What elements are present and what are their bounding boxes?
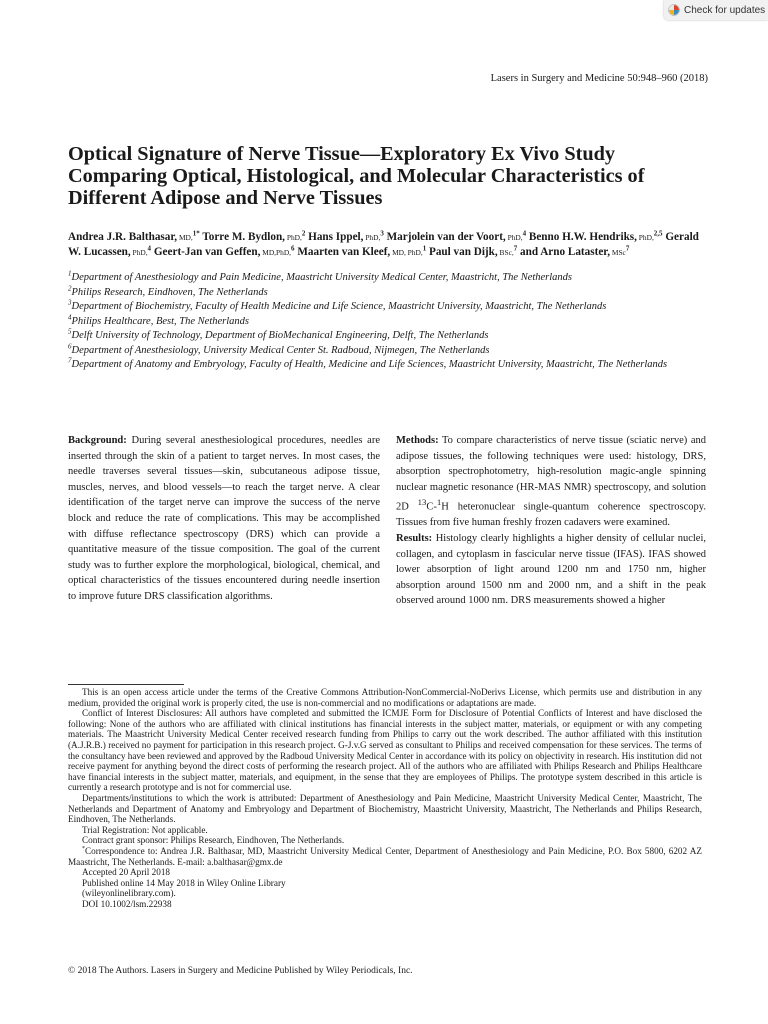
author-entry [529, 231, 663, 243]
correspondence-text: Correspondence to: Andrea J.R. Balthasar, MD, Maastricht University Medical Center, Department of Anesthesiology and Pain Medicine, P.O. Box 5800, 6202 AZ Maastricht, The Netherlands. E-mail: a.balthasar@gmx.de [68, 845, 702, 867]
footnote-license: This is an open access article under the terms of the Creative Commons Attribution-NonCommercial-NoDerivs License, which permits use and distribution in any medium, provided the original work is properly cited, the use is non-commercial and no modifications or adaptations are made. [68, 687, 702, 708]
author-name: Marjolein van der Voort, [386, 231, 506, 243]
footnote-library: (wileyonlinelibrary.com). [82, 888, 176, 899]
abstract-left-column [68, 433, 380, 605]
author-entry [387, 231, 526, 243]
methods-text-c: H heteronuclear single-quantum coherence spectroscopy. Tissues from five human freshly frozen cadavers were examined. [396, 501, 706, 529]
abstract-right-column [396, 433, 706, 609]
author-name: Hans Ippel, [308, 231, 364, 243]
results-text: Histology clearly highlights a higher density of cellular nuclei, collagen, and cytoplasm in fascicular nerve tissue (IFAS). IFAS showed lower absorption of light around 1200 nm and 1750 nm, higher absorption around 1500 nm and 2000 nm, and a shift in the peak observed around 1000 nm. DRS measurements showed a higher [396, 533, 707, 607]
author-degree: MSc [610, 248, 626, 257]
methods-isotope-13: 13 [417, 497, 427, 508]
background-text: During several anesthesiological procedures, needles are inserted through the skin of a patient to target nerves. In most cases, the needle traverses several tissues—skin, subcutaneous adipose tissue, muscles, nerves, and blood vessels—to reach the target nerve. A clear identification of the target nerve can improve the success of the nerve block and reduce the rate of complications. This may be accomplished with diffuse reflectance spectroscopy (DRS) which can provide a quantitative measure of the tissue composition. The goal of the current study was to further explore the morphological, biological, chemical, and optical characteristics of the tissues encountered during needle insertion to improve future DRS classification algorithms. [68, 435, 380, 602]
author-name: and Arno Lataster, [520, 246, 611, 258]
correspondence-mark: * [82, 845, 85, 852]
affiliation-number: 7 [68, 356, 72, 365]
crossmark-icon [668, 4, 680, 16]
affiliation [68, 315, 708, 330]
author-name: Geert-Jan van Geffen, [153, 246, 261, 258]
author-degree: PhD, [505, 233, 523, 242]
affiliation-list [68, 271, 708, 373]
author-name: Maarten van Kleef, [297, 246, 391, 258]
methods-heading: Methods: [396, 435, 439, 446]
affiliation-text: Department of Biochemistry, Faculty of Health Medicine and Life Science, Maastricht University, Maastricht, The Netherlands [71, 301, 607, 312]
author-name: Andrea J.R. Balthasar, [68, 231, 178, 243]
footnote-published: Published online 14 May 2018 in Wiley Online Library [82, 877, 286, 888]
affiliation-text: Philips Research, Eindhoven, The Netherlands [71, 286, 268, 298]
footnote-divider [68, 684, 184, 685]
methods-text-b: C- [426, 501, 437, 513]
affiliation-number: 6 [68, 342, 72, 350]
footnote-conflicts: Conflict of Interest Disclosures: All authors have completed and submitted the ICMJE Form for Disclosure of Potential Conflicts of Interest and have disclosed the following: None of the authors who are affiliated with clinical institutions has financial interests in the subject matter, materials, or equipment or with any competing materials. The Maastricht University Medical Center received research funding from Philips to carry out the work described. The author affiliated with this institution (A.J.R.B.) received no payment for participation in this research project. G-J.v.G served as consultant to Philips and received compensation for these services. The terms of the consultancy have been reviewed and approved by the Radboud University Medical Center in accordance with its policy on objectivity in research. His institution did not receive payment for anything beyond the direct costs of performing the research project. All of the authors who are affiliated with Philips Research and Philips Healthcare have financial interests in the subject matter, materials, and equipment, in the sense that they are employees of Philips. The prototype system described in this article is currently a research prototype and is not for commercial use. [68, 708, 702, 793]
footnote-accepted: Accepted 20 April 2018 [82, 867, 171, 878]
author-affiliation-mark: 7 [625, 244, 630, 253]
footnotes [68, 687, 702, 909]
author-degree: PhD, [130, 248, 148, 257]
results-heading: Results: [396, 533, 433, 545]
background-heading: Background: [68, 435, 127, 446]
footnote-trial: Trial Registration: Not applicable. [82, 824, 208, 835]
affiliation-number: 5 [68, 327, 72, 336]
affiliation-text: Philips Healthcare, Best, The Netherlands [71, 315, 250, 327]
affiliation-text: Department of Anesthesiology, University Medical Center St. Radboud, Nijmegen, The Netherlands [71, 344, 490, 356]
footnote-correspondence [68, 846, 702, 867]
author-degree: MD,PhD, [260, 248, 292, 257]
author-name: Paul van Dijk, [428, 246, 498, 258]
methods-isotope-1: 1 [436, 497, 442, 508]
footnote-doi: DOI 10.1002/lsm.22938 [82, 898, 172, 909]
methods-text-a: To compare characteristics of nerve tissue (sciatic nerve) and adipose tissues, the following techniques were used: histology, DRS, absorption spectrophotometry, high-resolution magic-angle spinning nuclear magnetic resonance (HR-MAS NMR) spectroscopy, and solution 2D [396, 435, 706, 513]
author-degree: PhD, [284, 233, 302, 242]
affiliation [68, 344, 708, 359]
author-entry [308, 231, 384, 243]
author-affiliation-mark: 3 [380, 229, 384, 238]
author-entry [154, 246, 295, 258]
abstract-methods [396, 433, 706, 531]
footnote-institutions: Departments/institutions to which the work is attributed: Department of Anesthesiology and Pain Medicine, Maastricht University Medical Center, Maastricht, The Netherlands and Department of Anatomy and Embryology and Department of Biochemistry, Maastricht University, Maastricht, The Netherlands and Philips Research, Eindhoven, The Netherlands. [68, 792, 702, 825]
affiliation-number: 1 [68, 269, 72, 278]
abstract-results [396, 531, 706, 609]
author-name: Benno H.W. Hendriks, [528, 231, 637, 243]
affiliation-number: 3 [68, 298, 72, 307]
affiliation [68, 300, 708, 315]
article-title: Optical Signature of Nerve Tissue—Exploratory Ex Vivo Study Comparing Optical, Histological, and Molecular Characteristics of Different Adipose and Nerve Tissues [68, 143, 645, 209]
author-degree: PhD, [363, 233, 381, 242]
author-name: Gerald W. Lucassen, [68, 231, 699, 258]
check-for-updates-badge[interactable] [664, 0, 768, 20]
author-degree: MD, PhD, [390, 248, 423, 257]
affiliation-text: Department of Anesthesiology and Pain Medicine, Maastricht University Medical Center, Maastricht, The Netherlands [71, 272, 573, 283]
author-affiliation-mark: 2,5 [653, 229, 663, 238]
author-affiliation-mark: 7 [513, 244, 518, 253]
author-degree: MD, [177, 233, 193, 242]
author-entry [429, 246, 517, 258]
author-affiliation-mark: 1 [422, 244, 427, 253]
footnote-sponsor: Contract grant sponsor: Philips Research, Eindhoven, The Netherlands. [82, 835, 345, 846]
abstract-background [68, 433, 380, 605]
author-affiliation-mark: 2 [301, 229, 306, 238]
affiliation [68, 286, 708, 301]
check-for-updates-label: Check for updates [684, 4, 766, 16]
author-affiliation-mark: 6 [291, 244, 295, 253]
affiliation-number: 4 [68, 313, 72, 321]
author-affiliation-mark: 4 [522, 229, 527, 238]
author-list [68, 230, 708, 260]
author-entry [297, 246, 426, 258]
author-degree: PhD, [636, 233, 654, 242]
affiliation [68, 329, 708, 344]
affiliation-text: Department of Anatomy and Embryology, Faculty of Health, Medicine and Life Sciences, Maastricht University, Maastricht, The Netherlands [71, 359, 668, 370]
affiliation [68, 358, 708, 373]
author-entry [202, 231, 305, 243]
affiliation-text: Delft University of Technology, Department of BioMechanical Engineering, Delft, The Netherlands [71, 330, 489, 341]
copyright-line: © 2018 The Authors. Lasers in Surgery and Medicine Published by Wiley Periodicals, Inc. [68, 966, 413, 976]
journal-reference: Lasers in Surgery and Medicine 50:948–960 (2018) [490, 73, 708, 84]
author-entry [520, 246, 629, 258]
author-affiliation-mark: 4 [147, 244, 152, 253]
author-affiliation-mark: 1* [192, 229, 200, 238]
affiliation-number: 2 [68, 284, 72, 292]
author-degree: BSc, [497, 248, 514, 257]
author-entry [68, 231, 200, 243]
author-name: Torre M. Bydlon, [202, 231, 285, 243]
affiliation [68, 271, 708, 286]
